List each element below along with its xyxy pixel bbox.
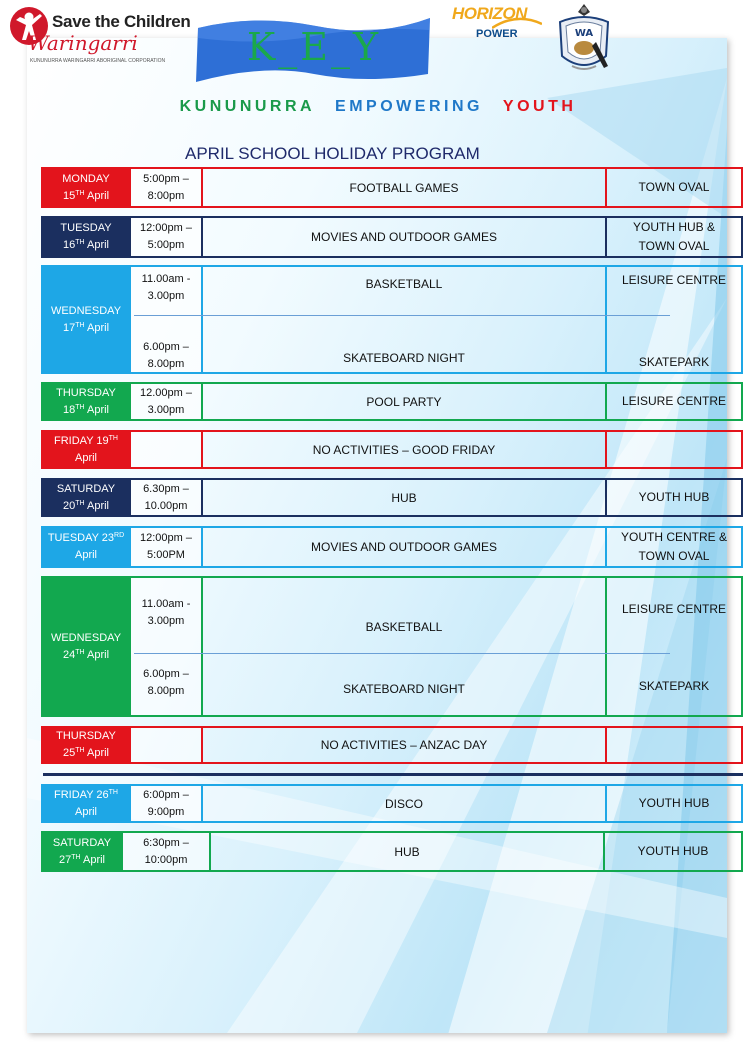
day-month: April [74, 805, 97, 818]
day-number: 18 [62, 403, 76, 416]
location-line2: TOWN OVAL [638, 239, 710, 253]
location-slot-1: LEISURE CENTRE [621, 602, 727, 616]
time-end: 8.00pm [147, 685, 185, 697]
time-start: 5:00pm – [143, 172, 189, 185]
day-number: 16 [62, 239, 76, 251]
activity-cell: DISCO [201, 784, 607, 823]
day-month: April [84, 239, 110, 251]
time-start: 12.00pm – [140, 386, 192, 399]
waringarri-wordmark: Waringarri [28, 31, 138, 55]
activity-cell: POOL PARTY [201, 382, 607, 421]
day-name: SATURDAY [56, 482, 116, 495]
day-month: April [84, 321, 110, 334]
time-cell [131, 216, 203, 258]
time-start: 6:00pm – [143, 788, 189, 801]
location-line1: YOUTH HUB & [632, 220, 715, 234]
power-wordmark: POWER [476, 28, 518, 40]
schedule-row [41, 576, 743, 717]
day-cell [41, 265, 131, 374]
activity-slot-2: SKATEBOARD NIGHT [343, 682, 465, 696]
location-line1: YOUTH CENTRE & [620, 530, 727, 544]
time-start: 12:00pm – [140, 222, 192, 234]
activity-cell: NO ACTIVITIES – GOOD FRIDAY [201, 430, 607, 469]
location-cell: LEISURE CENTRE [605, 382, 743, 421]
time-cell [131, 167, 203, 208]
time-cell [131, 382, 203, 421]
time-cell [123, 831, 211, 872]
page-title: APRIL SCHOOL HOLIDAY PROGRAM [185, 144, 480, 163]
day-cell [41, 526, 131, 568]
banner-tagline [0, 98, 756, 116]
time-slot-1 [131, 596, 201, 630]
activity-cell: MOVIES AND OUTDOOR GAMES [201, 216, 607, 258]
day-name: TUESDAY [60, 222, 112, 234]
day-suffix: TH [75, 747, 85, 754]
section-divider [43, 773, 743, 776]
day-cell [41, 216, 131, 258]
activity-cell: NO ACTIVITIES – ANZAC DAY [201, 726, 607, 764]
banner-word-youth: YOUTH [502, 98, 577, 115]
day-cell [41, 478, 131, 517]
location-cell: YOUTH HUB [605, 478, 743, 517]
day-name: SATURDAY [52, 836, 112, 849]
stc-wordmark: Save the Children [52, 12, 191, 31]
day-cell [41, 831, 123, 872]
day-name: WEDNESDAY [50, 304, 122, 317]
time-end: 3.00pm [147, 403, 185, 416]
day-number: 15 [62, 189, 76, 202]
day-suffix: RD [114, 532, 125, 539]
day-cell [41, 430, 131, 469]
day-number: 27 [58, 853, 72, 866]
slot-divider [134, 315, 670, 316]
activity-slot-1: BASKETBALL [365, 620, 443, 634]
police-crest-logo [552, 2, 616, 78]
time-start: 6:30pm – [143, 836, 189, 849]
activity-cell: FOOTBALL GAMES [201, 167, 607, 208]
day-number: 25 [62, 747, 76, 759]
day-month: April [84, 403, 110, 416]
day-suffix: TH [75, 403, 85, 411]
day-name: MONDAY [62, 172, 110, 185]
day-month: April [80, 853, 106, 866]
banner-word-empowering: EMPOWERING [335, 98, 483, 115]
time-end: 8:00pm [147, 189, 185, 202]
day-suffix: TH [75, 648, 85, 656]
time-start: 6.00pm – [143, 668, 189, 680]
schedule-row [41, 265, 743, 374]
day-suffix: TH [71, 853, 81, 861]
schedule-row [41, 478, 743, 517]
day-name: FRIDAY 19 [54, 434, 109, 447]
time-end: 9:00pm [147, 805, 185, 818]
day-month: April [84, 747, 110, 759]
location-cell [605, 265, 743, 374]
day-cell [41, 382, 131, 421]
schedule-row [41, 726, 743, 764]
activity-cell: MOVIES AND OUTDOOR GAMES [201, 526, 607, 568]
location-cell [605, 576, 743, 717]
day-suffix: TH [75, 499, 85, 507]
day-cell [41, 784, 131, 823]
location-slot-2: SKATEPARK [638, 355, 710, 369]
time-end: 5:00pm [147, 239, 185, 251]
time-cell [131, 576, 203, 717]
activity-slot-2: SKATEBOARD NIGHT [343, 351, 465, 365]
time-cell [131, 478, 203, 517]
key-text: K_E_Y [246, 25, 382, 69]
day-cell [41, 576, 131, 717]
day-number: 17 [62, 321, 76, 334]
day-name: WEDNESDAY [50, 631, 122, 644]
schedule-row [41, 831, 743, 872]
time-end: 3.00pm [147, 615, 185, 627]
day-name: FRIDAY 26 [54, 788, 109, 801]
time-start: 11.00am - [141, 598, 191, 610]
day-suffix: TH [75, 189, 85, 197]
day-month: April [74, 451, 97, 464]
day-month: April [74, 549, 97, 561]
activity-cell: HUB [201, 478, 607, 517]
day-number: 20 [62, 499, 76, 512]
day-name: TUESDAY 23 [47, 532, 115, 544]
waringarri-subtitle: KUNUNURRA WARINGARRI ABORIGINAL CORPORATION [30, 58, 166, 64]
activity-slot-1: BASKETBALL [365, 277, 443, 291]
day-suffix: TH [108, 788, 118, 796]
location-cell: TOWN OVAL [605, 167, 743, 208]
day-number: 24 [62, 648, 76, 661]
key-flag-logo [196, 8, 432, 88]
schedule-row [41, 216, 743, 258]
location-cell [605, 216, 743, 258]
time-start: 6.30pm – [143, 482, 189, 495]
time-start: 6.00pm – [143, 341, 189, 353]
location-cell: YOUTH HUB [603, 831, 743, 872]
day-month: April [84, 189, 110, 202]
time-end: 3.00pm [147, 290, 185, 302]
location-cell [605, 526, 743, 568]
location-slot-2: SKATEPARK [638, 679, 710, 693]
location-cell: YOUTH HUB [605, 784, 743, 823]
time-start: 12:00pm – [140, 532, 192, 544]
banner-word-kununurra: KUNUNURRA [179, 98, 316, 115]
activity-cell [201, 265, 607, 374]
schedule-row [41, 167, 743, 208]
time-end: 10:00pm [144, 853, 188, 866]
location-cell [605, 430, 743, 469]
location-cell [605, 726, 743, 764]
day-month: April [84, 499, 110, 512]
time-cell [131, 726, 203, 764]
day-suffix: TH [75, 239, 85, 246]
day-cell [41, 167, 131, 208]
time-end: 5:00PM [147, 549, 185, 561]
location-slot-1: LEISURE CENTRE [621, 273, 727, 287]
day-name: THURSDAY [56, 386, 116, 399]
schedule-row [41, 430, 743, 469]
activity-cell: HUB [209, 831, 605, 872]
location-line2: TOWN OVAL [638, 549, 710, 563]
day-month: April [84, 648, 110, 661]
slot-divider [134, 653, 670, 654]
time-cell [131, 526, 203, 568]
day-suffix: TH [75, 321, 85, 329]
day-cell [41, 726, 131, 764]
time-slot-2 [131, 666, 201, 700]
time-end: 10.00pm [144, 499, 188, 512]
time-cell [131, 784, 203, 823]
schedule-row [41, 784, 743, 823]
day-name: THURSDAY [56, 730, 116, 742]
day-suffix: TH [108, 434, 118, 442]
police-badge-text: WA [574, 28, 594, 39]
schedule-row [41, 382, 743, 421]
activity-cell [201, 576, 607, 717]
horizon-power-logo [452, 4, 544, 44]
time-cell [131, 430, 203, 469]
time-start: 11.00am - [141, 273, 191, 285]
time-end: 8.00pm [147, 358, 185, 370]
horizon-wordmark: HORIZON [452, 4, 527, 23]
save-the-children-logo [8, 4, 208, 70]
time-slot-1 [131, 271, 201, 305]
time-cell [131, 265, 203, 374]
schedule-row [41, 526, 743, 568]
time-slot-2 [131, 339, 201, 373]
